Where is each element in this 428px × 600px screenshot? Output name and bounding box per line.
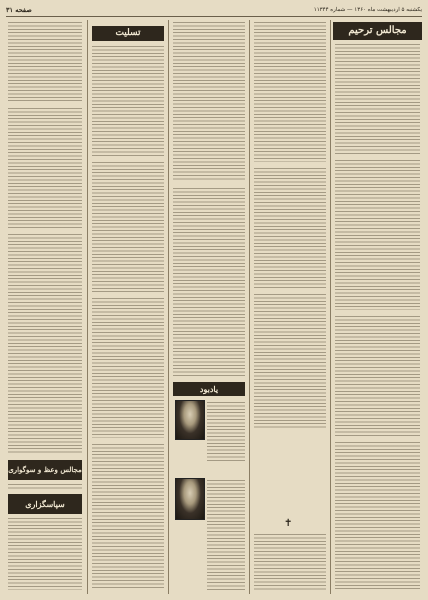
page-header [6, 4, 422, 17]
cross-icon: ✝ [284, 518, 293, 529]
notice-text [92, 298, 164, 438]
notice-text [8, 518, 82, 590]
column-5 [6, 20, 84, 594]
notice-text [92, 46, 164, 156]
notice-text [173, 188, 245, 378]
column-4 [90, 20, 166, 594]
notice-text [335, 44, 420, 154]
column-rule [168, 20, 169, 594]
notice-text [254, 534, 326, 590]
notice-text [254, 22, 326, 162]
notice-text [8, 484, 82, 490]
column-3 [171, 20, 247, 594]
notice-text [335, 316, 420, 436]
notice-text [254, 294, 326, 430]
notice-text [8, 108, 82, 228]
sepasgozari-heading: سپاسگزاری [8, 494, 82, 514]
portrait-photo [175, 478, 205, 520]
page-number: صفحه ۳۱ [6, 6, 32, 14]
column-rule [87, 20, 88, 594]
majales-vaz-heading: مجالس وعظ و سوگواری [8, 460, 82, 480]
column-rule [249, 20, 250, 594]
yadbood-heading: یادبود [173, 382, 245, 396]
majales-tarhim-heading: مجالس ترحیم [333, 22, 422, 40]
column-rule [330, 20, 331, 594]
notice-text [8, 234, 82, 454]
notice-text [207, 402, 245, 462]
column-1 [333, 20, 422, 594]
notice-text [92, 444, 164, 590]
notice-text [173, 22, 245, 182]
notice-text [335, 160, 420, 310]
notice-text [254, 168, 326, 288]
tasliat-heading: تسلیت [92, 26, 164, 41]
notice-text [335, 442, 420, 590]
issue-line: یکشنبه ۵ اردیبهشت ماه ۱۳۶۰ — شماره ۱۱۳۴۴ [313, 7, 422, 13]
portrait-photo [175, 400, 205, 440]
notice-text [92, 162, 164, 292]
column-2 [252, 20, 328, 594]
notice-text [8, 22, 82, 102]
notice-text [207, 480, 245, 590]
